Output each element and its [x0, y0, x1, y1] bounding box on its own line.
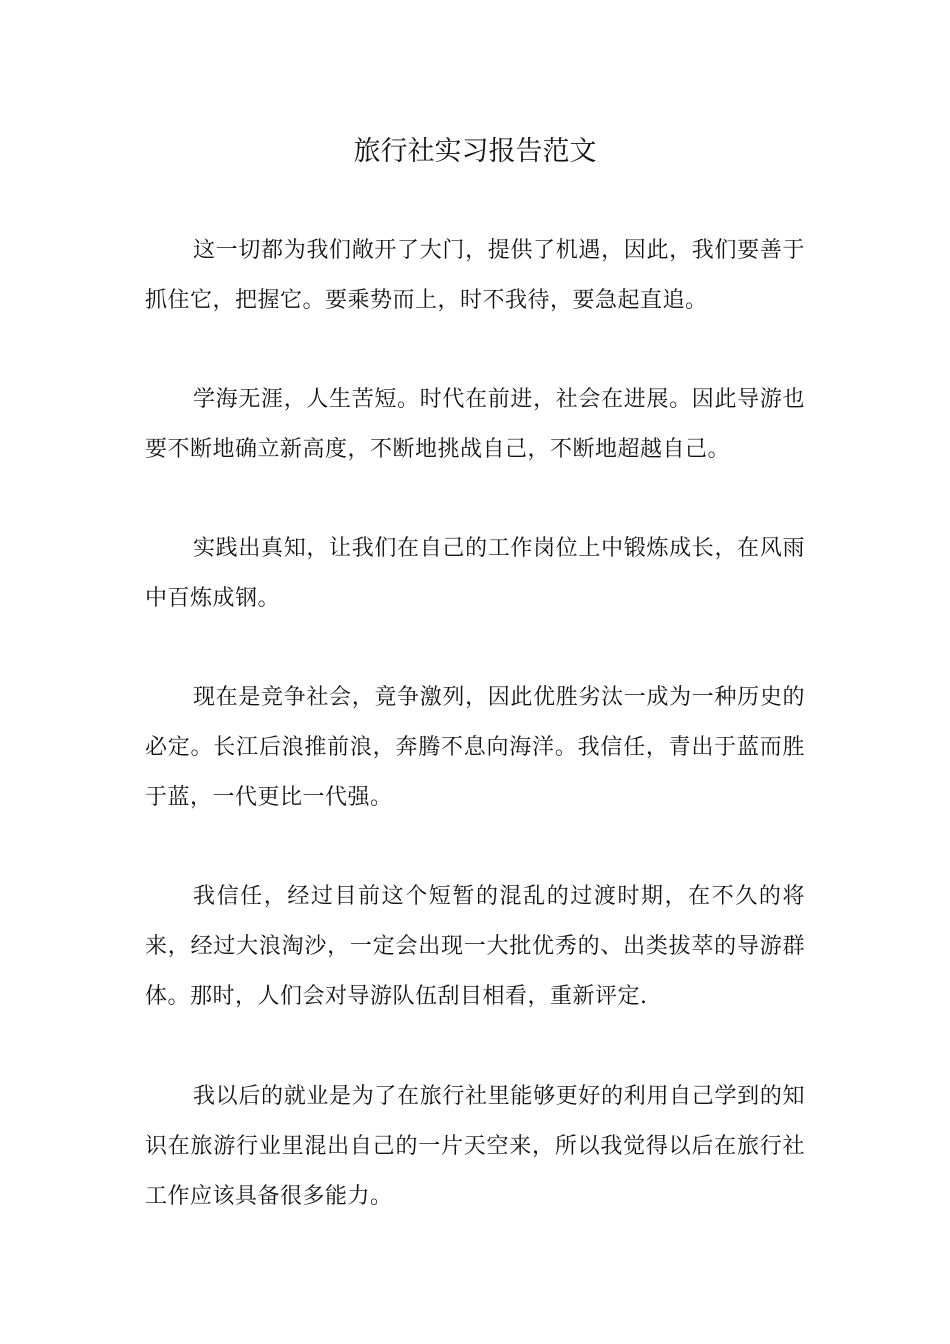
- document-title: 旅行社实习报告范文: [353, 136, 597, 167]
- paragraph-6: 我以后的就业是为了在旅行社里能够更好的利用自己学到的知识在旅游行业里混出自己的一片天空来，所以我觉得以后在旅行社工作应该具备很多能力。: [145, 1084, 805, 1209]
- paragraph-3: 实践出真知，让我们在自己的工作岗位上中锻炼成长，在风雨中百炼成钢。: [145, 536, 805, 611]
- paragraph-4: 现在是竞争社会，竟争激列，因此优胜劣汰一成为一种历史的必定。长江后浪推前浪，奔腾不息向海洋。我信任，青出于蓝而胜于蓝，一代更比一代强。: [145, 685, 805, 810]
- paragraph-2: 学海无涯，人生苦短。时代在前进，社会在进展。因此导游也要不断地确立新高度，不断地挑战自己，不断地超越自己。: [145, 387, 805, 462]
- paragraph-1: 这一切都为我们敞开了大门，提供了机遇，因此，我们要善于抓住它，把握它。要乘势而上，时不我待，要急起直追。: [145, 238, 805, 313]
- paragraph-5: 我信任，经过目前这个短暂的混乱的过渡时期，在不久的将来，经过大浪淘沙，一定会出现一大批优秀的、出类拔萃的导游群体。那时，人们会对导游队伍刮目相看，重新评定.: [145, 884, 805, 1009]
